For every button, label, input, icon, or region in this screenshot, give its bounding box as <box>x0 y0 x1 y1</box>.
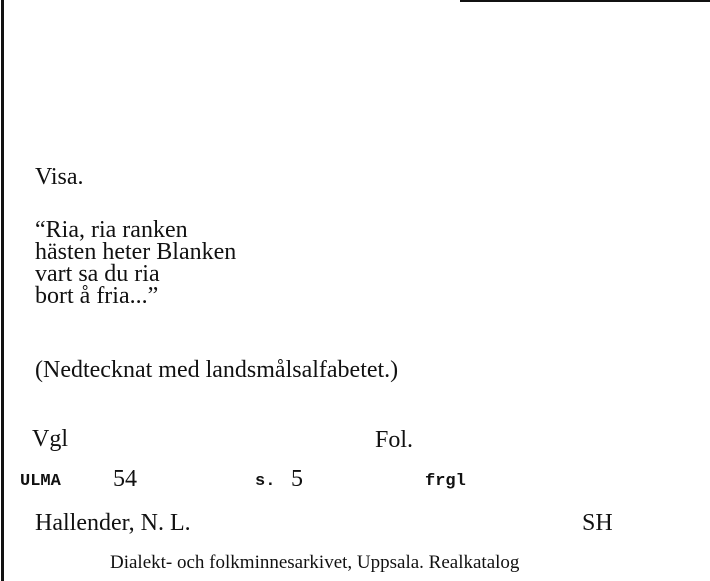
recorder-name: Hallender, N. L. <box>35 510 191 536</box>
card-top-border <box>460 0 710 2</box>
format-label: Fol. <box>375 427 414 453</box>
verse-line: “Ria, ria ranken <box>35 217 188 243</box>
card-left-border <box>1 0 4 581</box>
verse-line: vart sa du ria <box>35 261 160 287</box>
category-code: frgl <box>425 472 466 491</box>
recorder-code: SH <box>582 510 613 536</box>
verse-line: bort å fria...” <box>35 283 159 309</box>
verse-block <box>35 219 236 307</box>
province-code: Vgl <box>32 426 68 452</box>
archive-number: 54 <box>113 466 137 492</box>
page-number: 5 <box>291 466 303 492</box>
archive-footer: Dialekt- och folkminnesarkivet, Uppsala. Realkatalog <box>110 552 520 573</box>
transcription-note: (Nedtecknat med landsmålsalfabetet.) <box>35 357 399 383</box>
verse-line: hästen heter Blanken <box>35 239 237 265</box>
page-label: s. <box>255 472 276 491</box>
archive-label: ULMA <box>20 472 61 491</box>
card-heading: Visa. <box>35 164 84 190</box>
